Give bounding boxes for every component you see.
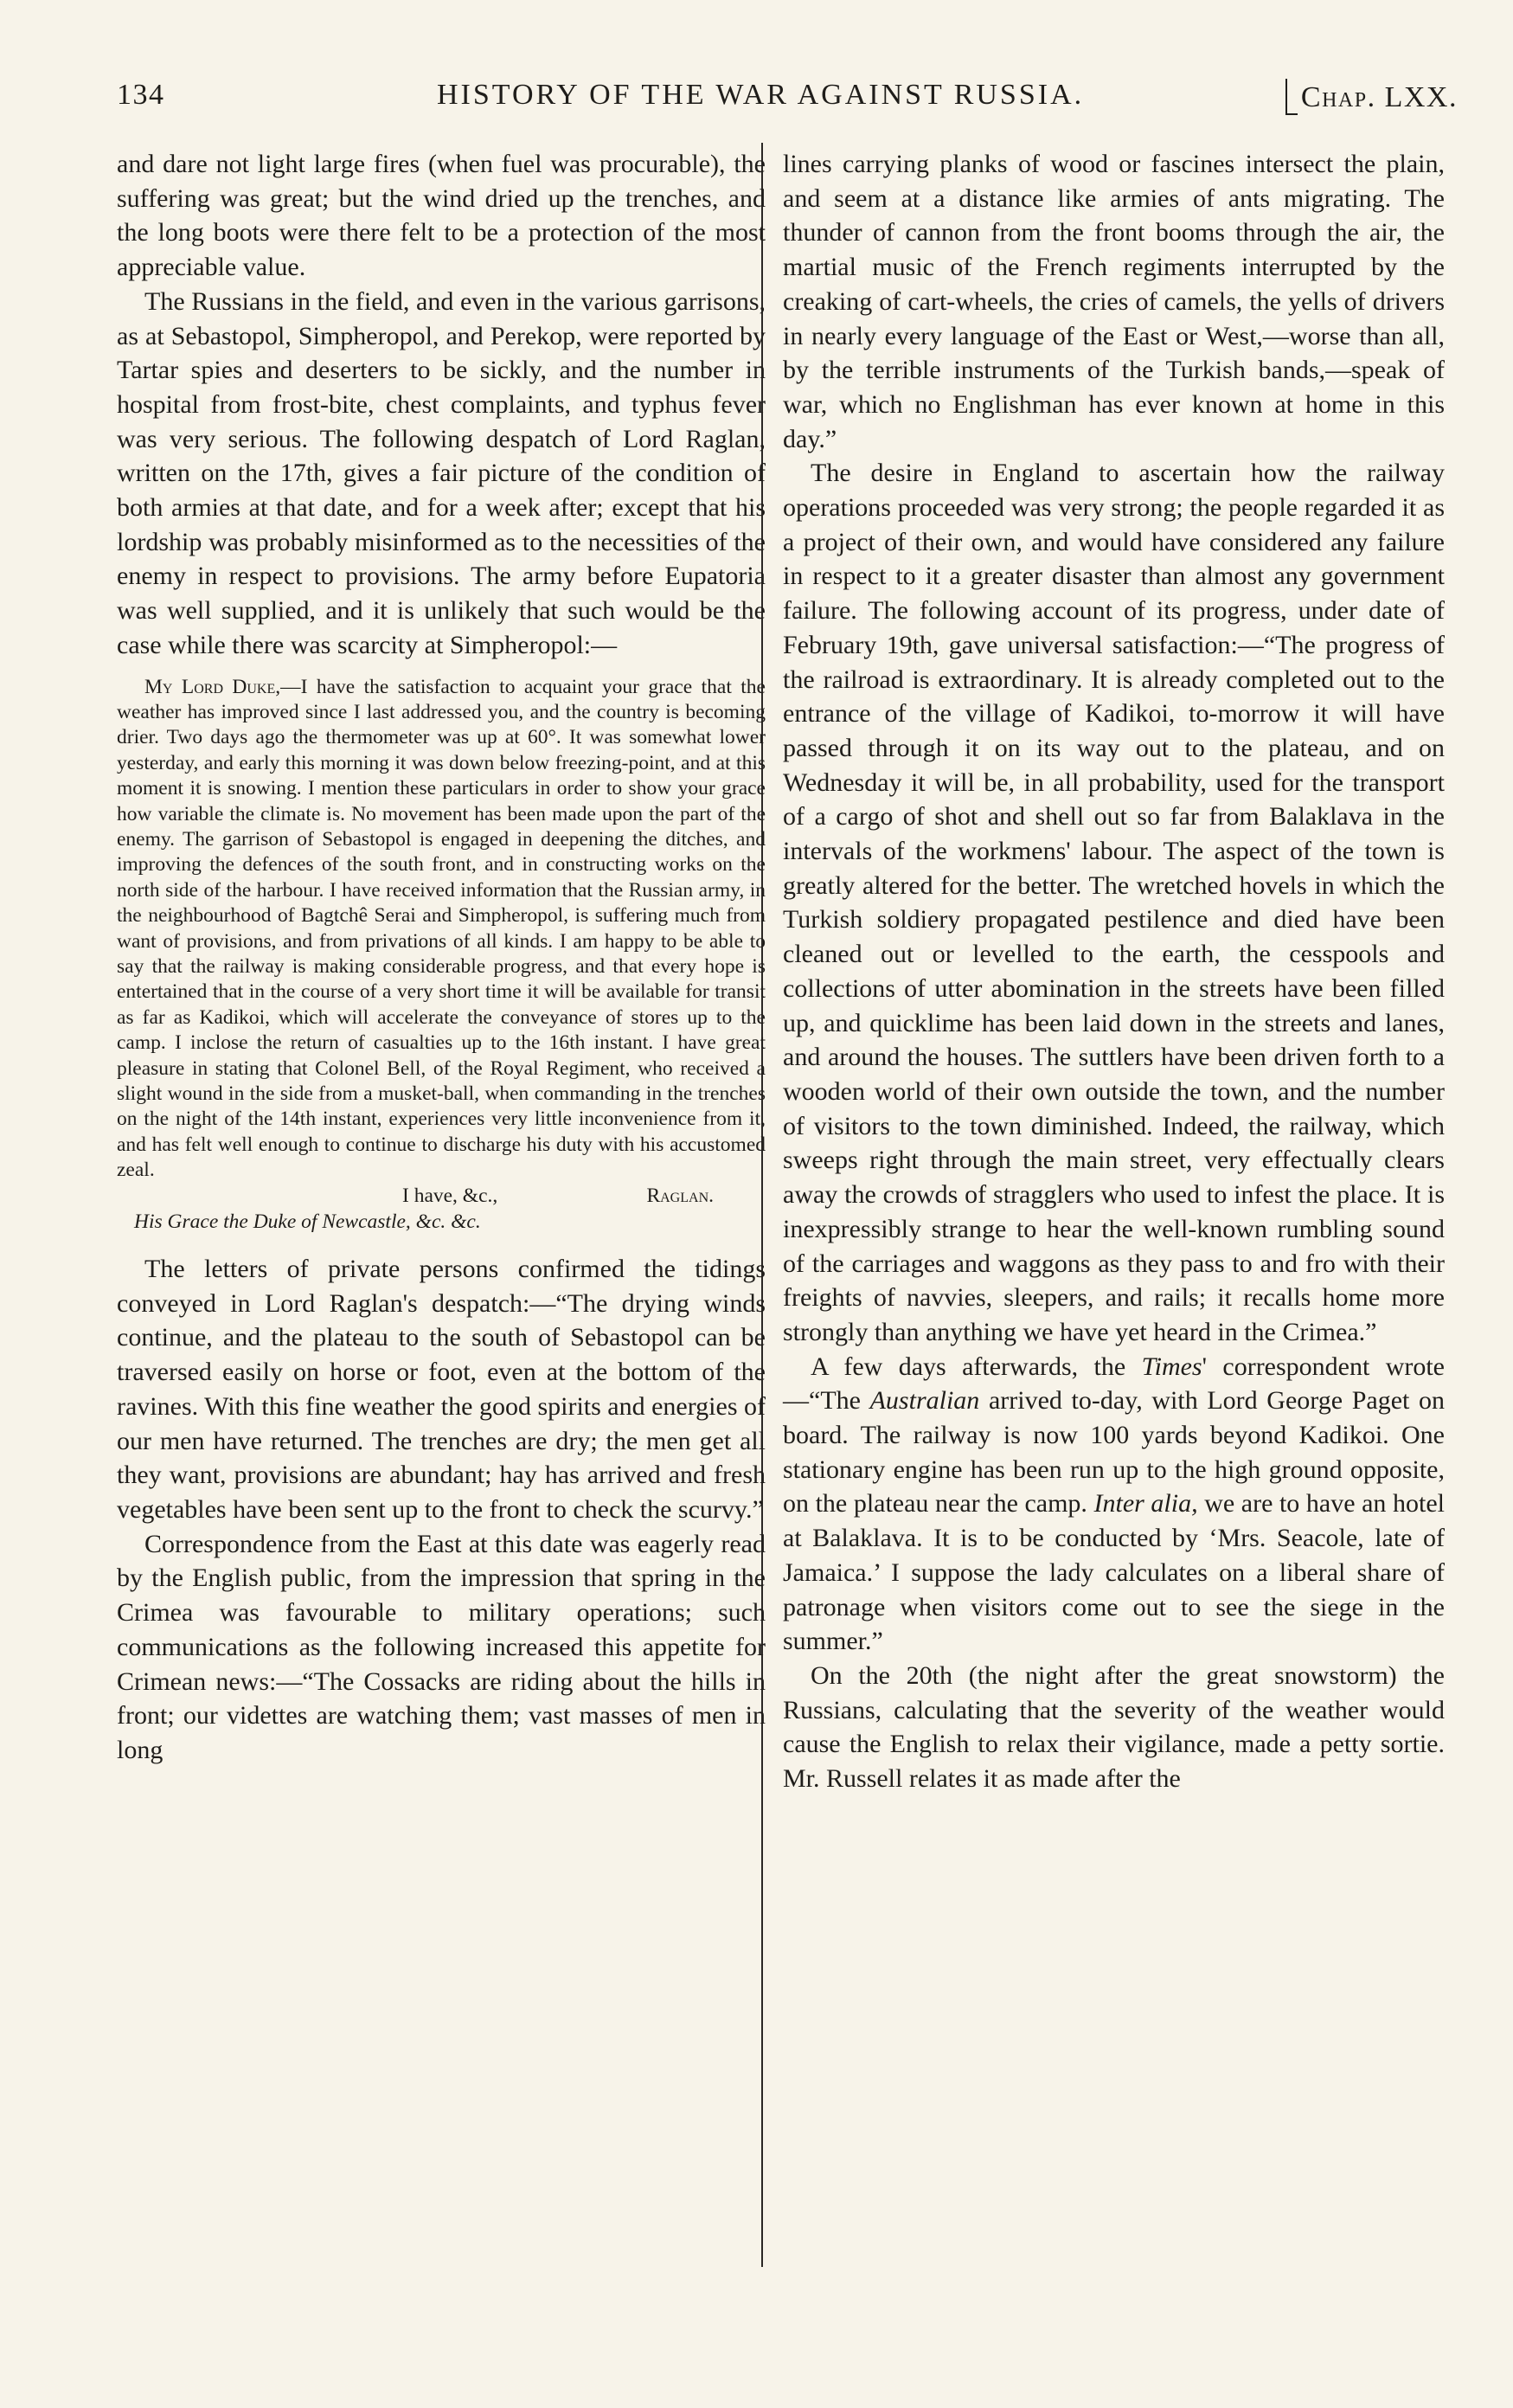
left-paragraph-2: The Russians in the field, and even in the various garrisons, as at Sebastopol, Simpheropol, and Perekop, were reported by Tartar spies and deserters to be sickly, and the number in hospital from frost-bite, chest complaints, and typhus fever was very serious. The following despatch of Lord Raglan, written on the 17th, gives a fair picture of the condition of both armies at that date, and for a week after; except that his lordship was probably misinformed as to the necessities of the enemy in respect to provisions. The army before Eupatoria was well supplied, and it is unlikely that such would be the case while there was scarcity at Simpheropol:— bbox=[117, 286, 766, 659]
newspaper-title: Times bbox=[1141, 1352, 1202, 1381]
running-header bbox=[117, 74, 1458, 125]
right-paragraph-3 bbox=[783, 1350, 1445, 1659]
letter-signoff bbox=[117, 1184, 766, 1209]
left-column bbox=[117, 147, 766, 1768]
text-fragment: ' correspondent wrote—“The bbox=[783, 1352, 1445, 1416]
text-fragment: we are to have an hotel at Balaklava. It is to be conducted by ‘Mrs. Seacole, late of Jamaica.’ I suppose the lady calculates on a liberal share of patronage when visitors come out to see the siege in the summer.” bbox=[783, 1489, 1445, 1656]
latin-phrase: Inter alia, bbox=[1093, 1489, 1198, 1519]
letter-salutation: My Lord Duke, bbox=[144, 675, 281, 698]
right-column bbox=[783, 147, 1445, 1796]
text-fragment: arrived to-day, with Lord George Paget on board. The railway is now 100 yards beyond Kadikoi. One stationary engine has been run up to the high ground opposite, on the plateau near the camp. bbox=[783, 1386, 1445, 1519]
left-paragraph-4: Correspondence from the East at this date was eagerly read by the English public, from the impression that spring in the Crimea was favourable to military operations; such communications as the following increased this appetite for Crimean news:—“The Cossacks are riding about the hills in front; our videttes are watching them; vast masses of men in long bbox=[117, 1529, 766, 1764]
letter-close: I have, &c., bbox=[402, 1184, 498, 1207]
left-paragraph-3: The letters of private persons confirmed the tidings conveyed in Lord Raglan's despatch:—“The drying winds continue, and the plateau to the south of Sebastopol can be traversed easily on horse or foot, even at the bottom of the ravines. With this fine weather the good spirits and energies of our men have returned. The trenches are dry; the men get all they want, provisions are abundant; hay has arrived and fresh vegetables have been sent up to the front to check the scurvy.” bbox=[117, 1255, 766, 1524]
bracket-mark bbox=[1285, 79, 1298, 115]
right-paragraph-1: lines carrying planks of wood or fascines intersect the plain, and seem at a distance like armies of ants migrating. The thunder of cannon from the front booms through the air, the martial music of the French regiments interrupted by the creaking of cart-wheels, the cries of camels, the yells of drivers in nearly every language of the East or West,—worse than all, by the terrible instruments of the Turkish bands,—speak of war, which no Englishman has ever known at home in this day.” bbox=[783, 150, 1445, 453]
right-paragraph-2: The desire in England to ascertain how the railway operations proceeded was very strong; the people regarded it as a project of their own, and would have considered any failure in respect to it a greater disaster than almost any government failure. The following account of its progress, under date of February 19th, gave universal satisfaction:—“The progress of the railroad is extraordinary. It is already completed out to the entrance of the village of Kadikoi, to-morrow it will have passed through it on its way out to the plateau, and on Wednesday it will be, in all probability, used for the transport of a cargo of shot and shell out so far from Balaklava in the intervals of the workmens' labour. The aspect of the town is greatly altered for the better. The wretched hovels in which the Turkish soldiery propagated pestilence and died have been cleaned out or levelled to the earth, the cesspools and collections of utter abomination in the streets have been filled up, and quicklime has been laid down in the streets and lanes, and around the houses. The suttlers have been driven forth to a wooden world of their own outside the town, and the number of visitors to the town diminished. Indeed, the railway, which sweeps right through the main street, very effectually clears away the crowds of stragglers who used to infest the place. It is inexpressibly strange to hear the well-known rumbling sound of the carriages and waggons as they pass to and fro with their freights of navvies, sleepers, and rails; it recalls home more strongly than anything we have yet heard in the Crimea.” bbox=[783, 459, 1445, 1346]
letter-address: His Grace the Duke of Newcastle, &c. &c. bbox=[134, 1210, 481, 1234]
letter-body: —I have the satisfaction to acquaint your grace that the weather has improved since I last addressed you, and the country is becoming drier. Two days ago the thermometer was up at 60°. It was somewhat lower yesterday, and early this morning it was down below freezing-point, and at this moment it is snowing. I mention these particulars in order to show your grace how variable the climate is. No movement has been made upon the part of the enemy. The garrison of Sebastopol is engaged in deepening the ditches, and improving the defences of the south front, and in constructing works on the north side of the harbour. I have received information that the Russian army, in the neighbourhood of Bagtchê Serai and Simpheropol, is suffering much from want of provisions, and from privations of all kinds. I am happy to be able to say that the railway is making considerable progress, and that every hope is entertained that in the course of a very short time it will be available for transit as far as Kadikoi, which will accelerate the conveyance of stores up to the camp. I inclose the return of casualties up to the 16th instant. I have great pleasure in stating that Colonel Bell, of the Royal Regiment, who received a slight wound in the side from a musket-ball, when commanding in the trenches on the night of the 14th instant, experiences very little inconvenience from it, and has felt well enough to continue to discharge his duty with his accustomed zeal. bbox=[117, 675, 766, 1182]
left-paragraph-1: and dare not light large fires (when fuel was procurable), the suffering was great; but the wind dried up the trenches, and the long boots were there felt to be a protection of the most appreciable value. bbox=[117, 150, 766, 282]
chapter-label bbox=[1285, 79, 1458, 115]
ship-name: Australian bbox=[869, 1386, 980, 1416]
page-number: 134 bbox=[117, 79, 165, 111]
letter-signature: Raglan. bbox=[646, 1184, 714, 1207]
despatch-letter bbox=[117, 675, 766, 1184]
text-fragment: A few days afterwards, the bbox=[811, 1352, 1142, 1381]
running-title: HISTORY OF THE WAR AGAINST RUSSIA. bbox=[437, 79, 1085, 111]
right-paragraph-4: On the 20th (the night after the great snowstorm) the Russians, calculating that the severity of the weather would cause the English to relax their vigilance, made a petty sortie. Mr. Russell relates it as made after the bbox=[783, 1660, 1445, 1794]
chapter-text: Chap. LXX. bbox=[1300, 81, 1458, 113]
